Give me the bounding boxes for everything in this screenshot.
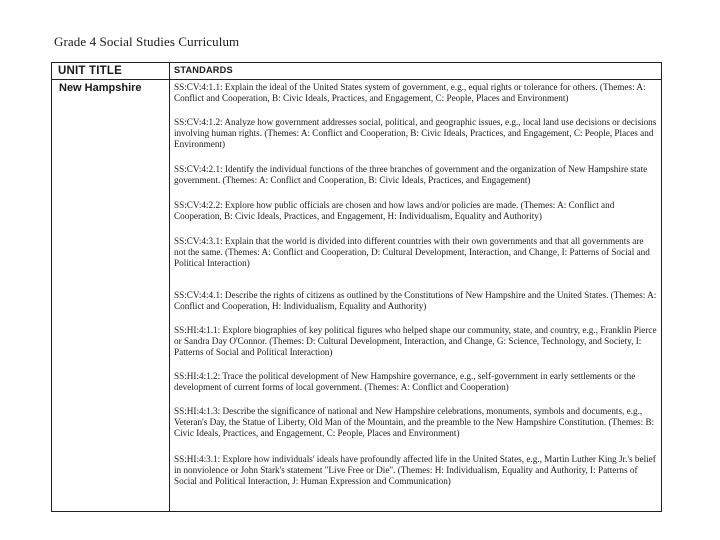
page-title: Grade 4 Social Studies Curriculum <box>54 34 240 49</box>
standard-item: SS:HI:4:1.2: Trace the political development of New Hampshire governance, e.g., self-government in early settlements or the development of current forms of local government. (Themes: A: Conflict and Cooperation) <box>174 371 636 393</box>
standard-item: SS:HI:4:3.1: Explore how individuals' ideals have profoundly affected life in the United States, e.g., Martin Luther King Jr.'s belief in nonviolence or John Stark's statement "Live Free or Die". (Themes: H: Individualism, Equality and Authority, I: Patterns of Social and Political Interaction, J: Human Expression and Communication) <box>174 454 656 487</box>
standard-item: SS:CV:4:2.2: Explore how public officials are chosen and how laws and/or policies are made. (Themes: A: Conflict and Cooperation, B: Civic Ideals, Practices, and Engagement, H: Individualism, Equality and Authority) <box>174 200 615 222</box>
standard-item: SS:CV:4:4.1: Describe the rights of citizens as outlined by the Constitutions of New Hampshire and the United States. (Themes: A: Conflict and Cooperation, H: Individualism, Equality and Authority) <box>174 290 657 312</box>
standard-item: SS:CV:4:2.1: Identify the individual functions of the three branches of government and the organization of New Hampshire state government. (Themes: A: Conflict and Cooperation, B: Civic Ideals, Practices, and Engagement) <box>174 164 648 186</box>
standard-item: SS:HI:4:1.1: Explore biographies of key political figures who helped shape our community, state, and country, e.g., Franklin Pierce or Sandra Day O'Connor. (Themes: D: Cultural Development, Interaction, and Change, G: Science, Technology, and Society, I: Patterns of Social and Political Interaction) <box>174 325 657 358</box>
column-divider <box>169 63 170 511</box>
unit-title-header: UNIT TITLE <box>58 65 122 77</box>
standard-item: SS:CV:4:1.1: Explain the ideal of the United States system of government, e.g., equal rights or tolerance for others. (Themes: A: Conflict and Cooperation, B: Civic Ideals, Practices, and Engagement, C: People, Places and Environment) <box>174 82 646 104</box>
unit-title-cell: New Hampshire <box>59 82 142 94</box>
standard-item: SS:HI:4:1.3: Describe the significance of national and New Hampshire celebrations, monuments, symbols and documents, e.g., Veteran's Day, the Statue of Liberty, Old Man of the Mountain, and the preamble to the New Hampshire Constitution. (Themes: B: Civic Ideals, Practices, and Engagement, C: People, Places and Environment) <box>174 406 655 439</box>
standard-item: SS:CV:4:1.2: Analyze how government addresses social, political, and geographic issues, e.g., local land use decisions or decisions involving human rights. (Themes: A: Conflict and Cooperation, B: Civic Ideals, Practices, and Engagement, C: People, Places and Environment) <box>174 117 657 150</box>
standard-item: SS:CV:4:3.1: Explain that the world is divided into different countries with their own governments and that all governments are not the same. (Themes: A: Conflict and Cooperation, D: Cultural Development, Interaction, and Change, I: Patterns of Social and Political Interaction) <box>174 236 650 269</box>
header-rule <box>52 79 661 80</box>
curriculum-table <box>51 62 662 512</box>
standards-header: STANDARDS <box>174 65 233 75</box>
